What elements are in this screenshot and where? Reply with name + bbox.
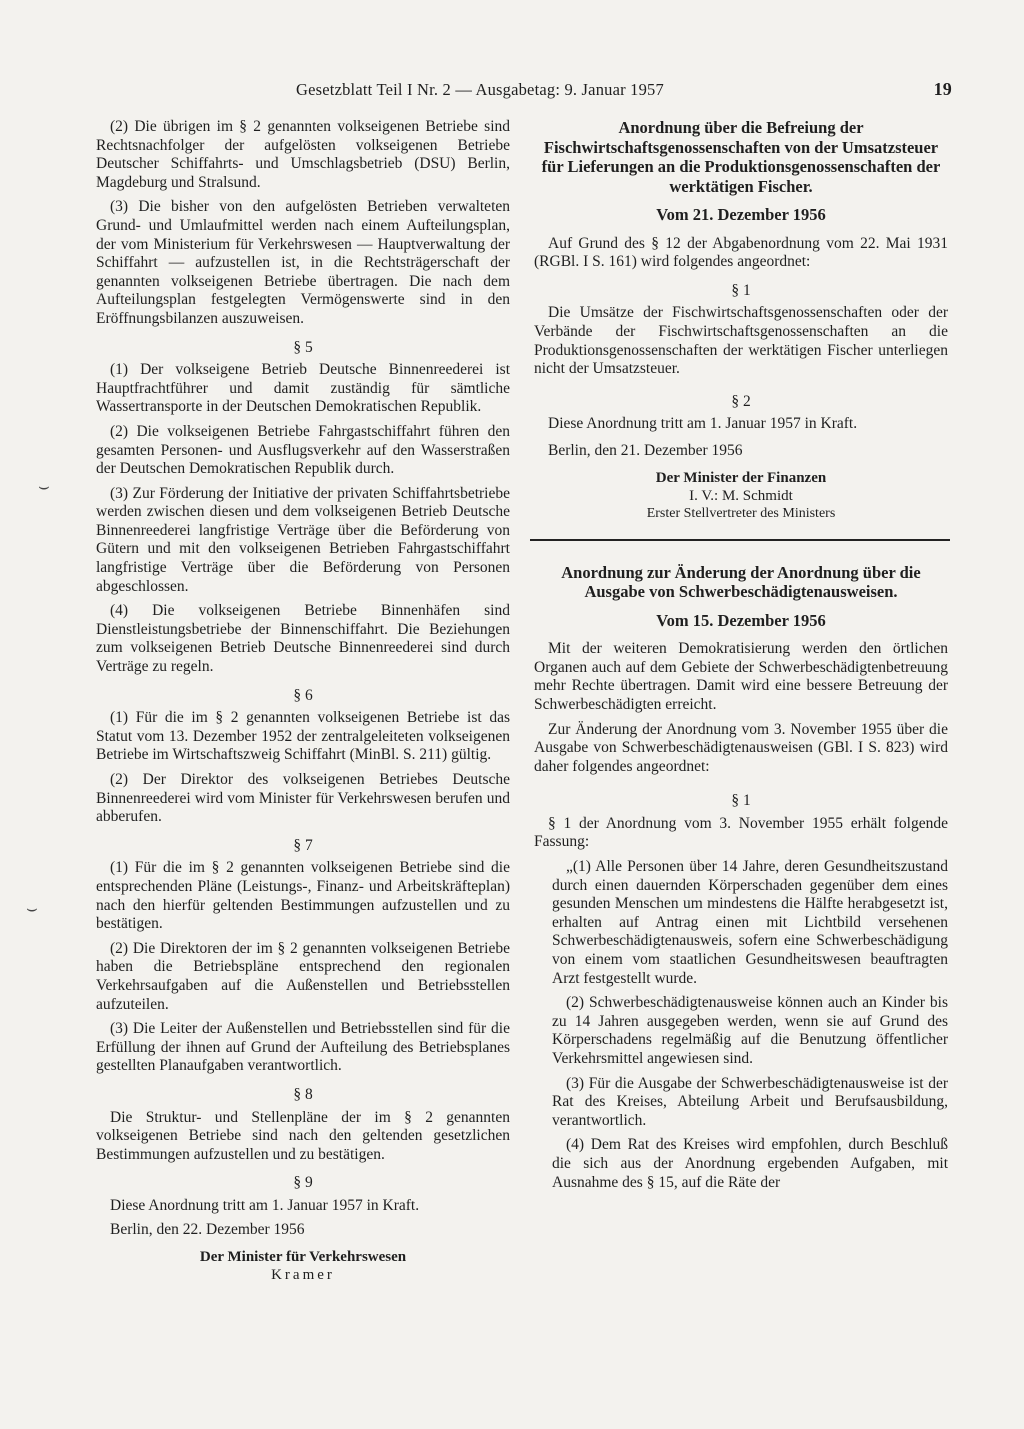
paragraph: (1) Für die im § 2 genannten volkseigenen Betriebe ist das Statut vom 13. Dezember 1952 der zentralgeleiteten volkseigenen Betriebe im Wirtschaftszweig Schiffahrt (MinBl. S. 211) gültig. (96, 709, 510, 764)
margin-mark: ⌣ (26, 898, 38, 918)
paragraph: Die Umsätze der Fischwirtschaftsgenossenschaften oder der Verbände der Fischwirtschaftsgenossenschaften an die Produktionsgenossenschaften der werktätigen Fischer unterliegen nicht der Umsatzsteuer. (534, 304, 948, 378)
paragraph: (2) Der Direktor des volkseigenen Betriebes Deutsche Binnenreederei wird vom Minister für Verkehrswesen berufen und abberufen. (96, 771, 510, 826)
paragraph: (1) Der volkseigene Betrieb Deutsche Binnenreederei ist Hauptfrachtführer und damit zuständig für sämtliche Wassertransporte in der Deutschen Demokratischen Republik. (96, 361, 510, 416)
signer-name: Kramer (271, 1267, 335, 1284)
page-number: 19 (933, 79, 952, 99)
signer-role: Erster Stellvertreter des Ministers (646, 505, 836, 521)
margin-mark: ⌣ (38, 476, 50, 496)
paragraph: Diese Anordnung tritt am 1. Januar 1957 in Kraft. (548, 415, 858, 433)
left-column (96, 118, 510, 1284)
ordinance-title: Anordnung über die Befreiung der Fischwirtschaftsgenossenschaften von der Umsatzsteuer für Lieferungen an die Produktionsgenossenschaften der werktätigen Fischer. (541, 118, 941, 196)
paragraph: Zur Änderung der Anordnung vom 3. November 1955 über die Ausgabe von Schwerbeschädigtenausweisen (GBl. I S. 823) wird daher folgendes angeordnet: (534, 720, 948, 775)
paragraph: (3) Zur Förderung der Initiative der privaten Schiffahrtsbetriebe werden zwischen diesen und dem volkseigenen Betrieb Deutsche Binnenreederei langfristige Verträge über die Beförderung von Gütern und mit den volkseigenen Betrieben Fahrgastschiffahrt langfristige Verträge über die Beförderung von Personen abgeschlossen. (96, 484, 510, 595)
paragraph: „(1) Alle Personen über 14 Jahre, deren Gesundheitszustand durch einen dauernden Körperschaden gegenüber dem eines gesunden Menschen um mindestens die Hälfte herabgesetzt ist, erhalten auf Antrag einen mit Lichtbild versehenen Schwerbeschädigtenausweis, sofern eine Schwerbeschädigung von einem vom staatlichen Gesundheitswesen beauftragten Arzt festgestellt wurde. (552, 858, 948, 987)
signer-title: Der Minister für Verkehrswesen (199, 1249, 407, 1266)
paragraph: (4) Dem Rat des Kreises wird empfohlen, durch Beschluß die sich aus der Anordnung ergebenden Aufgaben, mit Ausnahme des § 15, auf die Räte der (552, 1136, 948, 1191)
signer-name: I. V.: M. Schmidt (689, 487, 793, 504)
paragraph: (4) Die volkseigenen Betriebe Binnenhäfen sind Dienstleistungsbetriebe der Binnenschiffahrt. Die Beziehungen zum volkseigenen Betrieb Deutsche Binnenreederei sind durch Verträge zu regeln. (96, 602, 510, 676)
section-heading: § 5 (293, 338, 313, 356)
section-heading: § 8 (293, 1085, 313, 1103)
section-heading: § 6 (293, 686, 313, 704)
paragraph: § 1 der Anordnung vom 3. November 1955 erhält folgende Fassung: (534, 814, 948, 851)
right-column (534, 118, 948, 1198)
paragraph: (3) Die Leiter der Außenstellen und Betriebsstellen sind für die Erfüllung der ihnen auf Grund der Aufteilung des Betriebsplanes gestellten Planaufgaben verantwortlich. (96, 1020, 510, 1075)
section-heading: § 9 (293, 1174, 313, 1192)
paragraph: (3) Für die Ausgabe der Schwerbeschädigtenausweise ist der Rat des Kreises, Abteilung Arbeit und Berufsausbildung, verantwortlich. (552, 1074, 948, 1129)
place-date: Berlin, den 21. Dezember 1956 (548, 441, 743, 459)
place-date: Berlin, den 22. Dezember 1956 (110, 1221, 305, 1239)
header-title: Gesetzblatt Teil I Nr. 2 — Ausgabetag: 9. Januar 1957 (296, 80, 664, 99)
ordinance-date: Vom 21. Dezember 1956 (656, 205, 826, 224)
paragraph: Die Struktur- und Stellenpläne der im § 2 genannten volkseigenen Betriebe sind nach den geltenden gesetzlichen Bestimmungen aufzustellen und zu bestätigen. (96, 1108, 510, 1163)
section-heading: § 1 (731, 792, 751, 810)
quoted-text (552, 858, 948, 1192)
paragraph: (2) Die Direktoren der im § 2 genannten volkseigenen Betriebe haben die Betriebspläne entsprechend den regionalen Verkehrsaufgaben auf die Außenstellen und Betriebsstellen aufzuteilen. (96, 939, 510, 1013)
ordinance-title: Anordnung zur Änderung der Anordnung über die Ausgabe von Schwerbeschädigtenausweisen. (561, 562, 921, 602)
page-header (96, 80, 952, 104)
paragraph: (1) Für die im § 2 genannten volkseigenen Betriebe sind die entsprechenden Pläne (Leistungs-, Finanz- und Arbeitskräfteplan) nach den hierfür geltenden Bestimmungen aufzustellen und zu bestätigen. (96, 859, 510, 933)
paragraph: (2) Die volkseigenen Betriebe Fahrgastschiffahrt führen den gesamten Personen- und Ausflugsverkehr auf den Wasserstraßen der Deutschen Demokratischen Republik durch. (96, 422, 510, 478)
paragraph: (2) Die übrigen im § 2 genannten volkseigenen Betriebe sind Rechtsnachfolger der aufgelösten volkseigenen Betriebe Deutscher Schiffahrts- und Umschlagsbetrieb (DSU) Berlin, Magdeburg und Stralsund. (96, 118, 510, 191)
section-heading: § 7 (293, 836, 313, 854)
paragraph: (3) Die bisher von den aufgelösten Betrieben verwalteten Grund- und Umlaufmittel werden nach einem Aufteilungsplan, der vom Ministerium für Verkehrswesen — Hauptverwaltung der Schiffahrt — aufzustellen ist, in die Rechtsträgerschaft der genannten volkseigenen Betriebe übertragen. Die nach dem Aufteilungsplan festgelegten Vermögenswerte sind in den Eröffnungsbilanzen auszuweisen. (96, 198, 510, 327)
ordinance-date: Vom 15. Dezember 1956 (656, 610, 826, 630)
paragraph: Mit der weiteren Demokratisierung werden den örtlichen Organen auch auf dem Gebiete der Schwerbeschädigtenbetreuung mehr Rechte übertragen. Damit wird eine bessere Betreuung der Schwerbeschädigten erreicht. (534, 640, 948, 713)
section-heading: § 1 (731, 281, 751, 299)
paragraph: Diese Anordnung tritt am 1. Januar 1957 in Kraft. (110, 1196, 420, 1214)
paragraph: (2) Schwerbeschädigtenausweise können auch an Kinder bis zu 14 Jahren ausgegeben werden, wenn sie auf Grund des Körperschadens regelmäßig auf die Benutzung öffentlicher Verkehrsmittel angewiesen sind. (552, 994, 948, 1067)
signer-title: Der Minister der Finanzen (655, 469, 827, 486)
paragraph: Auf Grund des § 12 der Abgabenordnung vom 22. Mai 1931 (RGBl. I S. 161) wird folgendes angeordnet: (534, 234, 948, 271)
section-divider (530, 539, 950, 541)
section-heading: § 2 (731, 392, 751, 410)
